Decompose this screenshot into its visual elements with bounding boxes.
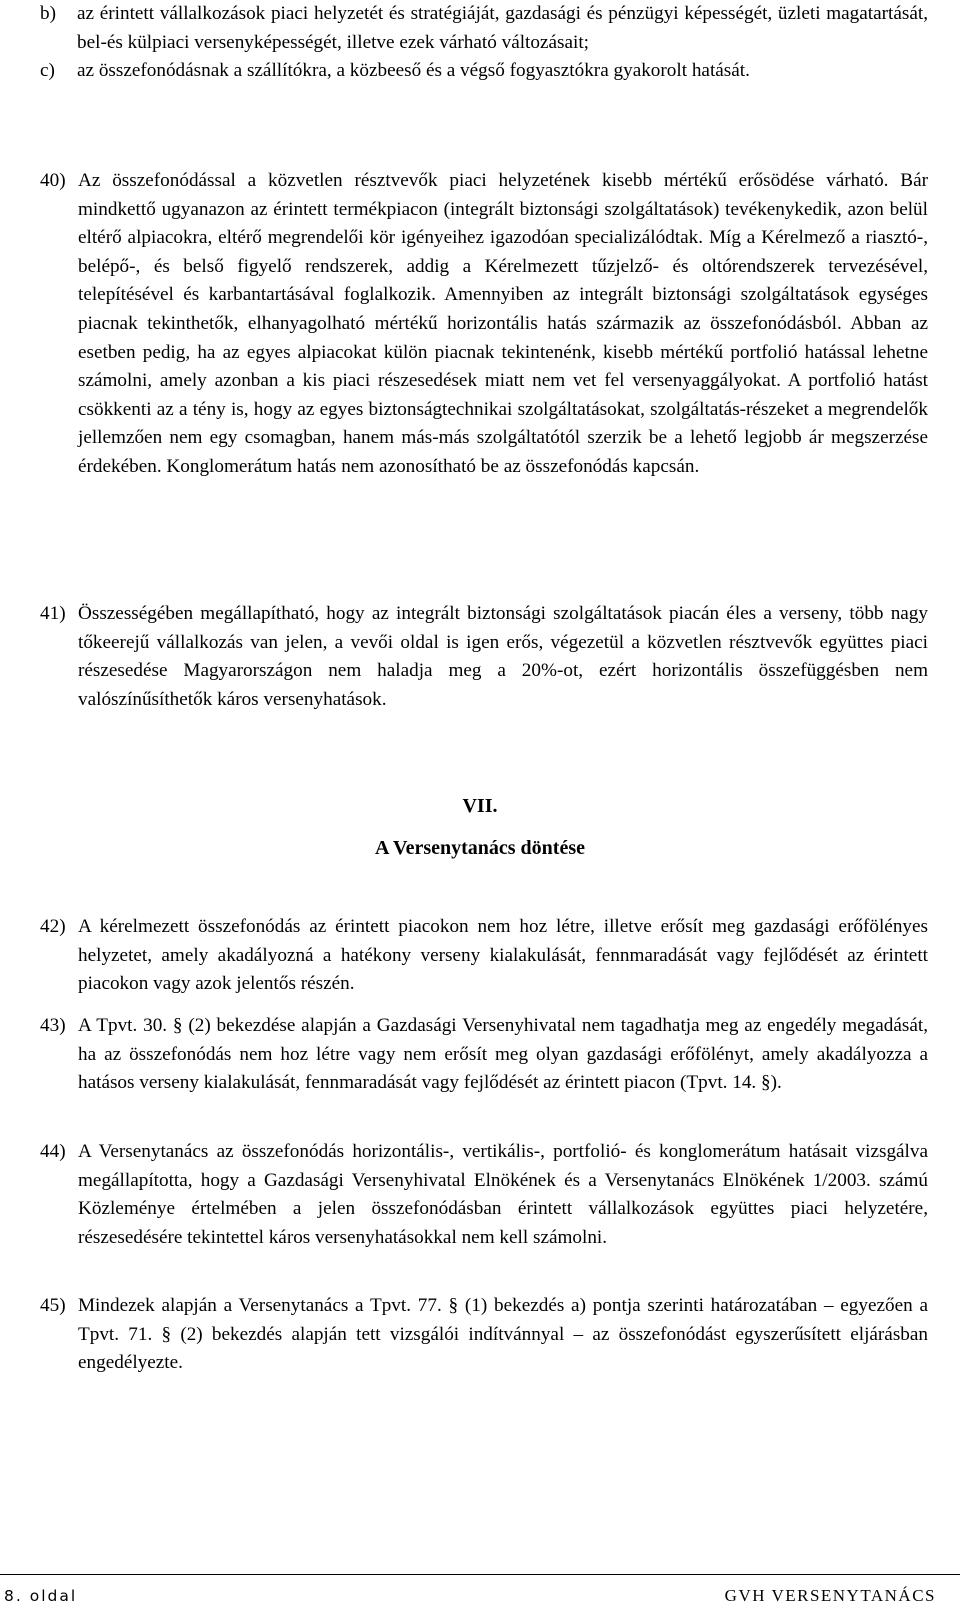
paragraph-41	[40, 600, 928, 714]
footer-organization: GVH VERSENYTANÁCS	[724, 1586, 936, 1605]
paragraph-text: Összességében megállapítható, hogy az integrált biztonsági szolgáltatások piacán éles a verseny, több nagy tőkeerejű vállalkozás van jelen, a vevői oldal is igen erős, végezetül a közvetlen résztvevők együttes piaci részesedése Magyarországon nem haladja meg a 20%-ot, ezért horizontális összefüggésben nem valószínűsíthetők káros versenyhatások.	[78, 603, 928, 710]
paragraph-text: Mindezek alapján a Versenytanács a Tpvt. 77. § (1) bekezdés a) pontja szerinti határozatában – egyezően a Tpvt. 71. § (2) bekezdés alapján tett vizsgálói indítvánnyal – az összefonódást egyszerűsített eljárásban engedélyezte.	[78, 1295, 928, 1374]
paragraph-number: 44)	[40, 1141, 66, 1162]
list-item	[40, 57, 928, 86]
list-item-label: c)	[40, 60, 55, 82]
list-item-text: az érintett vállalkozások piaci helyzetét és stratégiáját, gazdasági és pénzügyi képességét, üzleti magatartását, bel-és külpiaci versenyképességét, illetve ezek várható változásait;	[77, 3, 928, 53]
paragraph-number: 43)	[40, 1015, 66, 1036]
footer-divider	[0, 1574, 960, 1575]
paragraph-42	[40, 913, 928, 999]
list-item-label: b)	[40, 3, 56, 24]
paragraph-text: A kérelmezett összefonódás az érintett piacokon nem hoz létre, illetve erősít meg gazdasági erőfölényes helyzetet, amely akadályozná a hatékony verseny kialakulását, fennmaradását vagy fejlődését az érintett piacokon vagy azok jelentős részén.	[78, 916, 928, 995]
paragraph-number: 40)	[40, 170, 66, 191]
page-footer	[0, 1578, 960, 1606]
paragraph-number: 41)	[40, 603, 66, 624]
paragraph-number: 42)	[40, 916, 66, 937]
paragraph-text: Az összefonódással a közvetlen résztvevők piaci helyzetének kisebb mértékű erősödése várható. Bár mindkettő ugyanazon az érintett termékpiacon (integrált biztonsági szolgáltatások) tevékenykedik, azon belül eltérő alpiacokra, eltérő megrendelői kör igényeihez igazodóan specializálódtak. Míg a Kérelmező a riasztó-, belépő-, és belső figyelő rendszerek, addig a Kérelmezett tűzjelző- és oltórendszerek tervezésével, telepítésével és karbantartásával foglalkozik. Amennyiben az integrált biztonsági szolgáltatások egységes piacnak tekinthetők, elhanyagolható mértékű horizontális hatás származik az összefonódásból. Abban az esetben pedig, ha az egyes alpiacokat külön piacnak tekintenénk, kisebb mértékű portfolió hatással lehetne számolni, amely azonban a kis piaci részesedések miatt nem vet fel versenyaggályokat. A portfolió hatást csökkenti az a tény is, hogy az egyes biztonságtechnikai szolgáltatásokat, szolgáltatás-részeket a megrendelők jellemzően nem egy csomagban, hanem más-más szolgáltatótól szerzik be a lehető legjobb ár megszerzése érdekében. Konglomerátum hatás nem azonosítható be az összefonódás kapcsán.	[78, 170, 928, 477]
paragraph-43	[40, 1012, 928, 1098]
paragraph-text: A Tpvt. 30. § (2) bekezdése alapján a Gazdasági Versenyhivatal nem tagadhatja meg az engedély megadását, ha az összefonódás nem hoz létre vagy nem erősít meg olyan gazdasági erőfölényt, amely akadályozza a hatásos verseny kialakulását, fennmaradását vagy fejlődését az érintett piacon (Tpvt. 14. §).	[78, 1015, 928, 1094]
paragraph-number: 45)	[40, 1295, 66, 1316]
paragraph-40	[40, 167, 928, 482]
paragraph-text: A Versenytanács az összefonódás horizontális-, vertikális-, portfolió- és konglomerátum hatásait vizsgálva megállapította, hogy a Gazdasági Versenyhivatal Elnökének és a Versenytanács Elnökének 1/2003. számú Közleménye értelmében a jelen összefonódásban érintett vállalkozások együttes piaci helyzetére, részesedésére tekintettel káros versenyhatásokkal nem kell számolni.	[78, 1141, 928, 1248]
list-item-text: az összefonódásnak a szállítókra, a közbeeső és a végső fogyasztókra gyakorolt hatását.	[77, 60, 750, 82]
paragraph-44	[40, 1138, 928, 1252]
chapter-title: A Versenytanács döntése	[374, 837, 585, 859]
page-number: 8. oldal	[4, 1587, 78, 1605]
chapter-number: VII.	[462, 795, 498, 817]
sub-list	[40, 0, 928, 86]
list-item	[40, 0, 928, 57]
paragraph-45	[40, 1292, 928, 1378]
